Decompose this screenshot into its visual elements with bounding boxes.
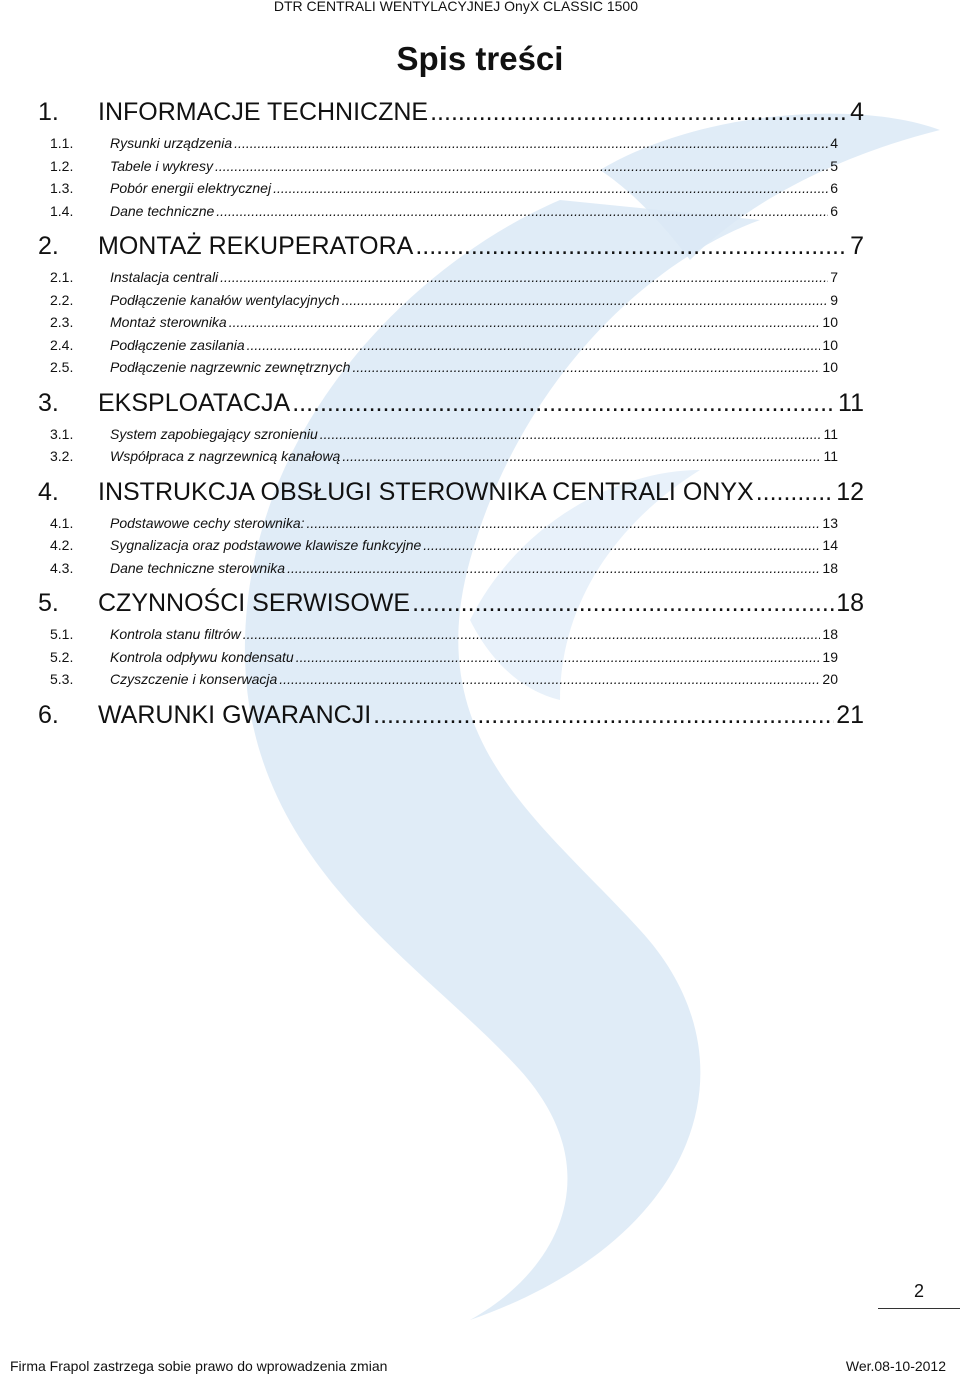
footer-version: Wer.08-10-2012 [845,1358,946,1374]
toc-entry-page: 18 [836,589,864,617]
table-of-contents [38,94,864,733]
toc-entry-page: 18 [822,626,838,642]
toc-entry-number: 4.1. [50,514,74,531]
toc-entry-title: Podstawowe cechy sterownika: [110,514,305,531]
toc-entry-title: CZYNNOŚCI SERWISOWE [98,589,411,617]
toc-entry-page: 7 [830,269,838,285]
toc-entry-title: Czyszczenie i konserwacja [110,671,278,687]
toc-entry-page: 6 [830,180,838,196]
toc-dot-leader [273,177,828,200]
toc-entry-title: Dane techniczne sterownika [110,559,286,576]
toc-subsection-2-1[interactable] [38,266,864,289]
toc-entry-number: 1. [38,98,59,126]
toc-dot-leader [296,646,821,669]
toc-entry-page: 9 [830,291,838,308]
toc-dot-leader [352,356,820,379]
toc-entry-title: Dane techniczne [110,202,215,219]
toc-entry-title: System zapobiegający szronieniu [110,425,318,442]
toc-entry-title: Kontrola odpływu kondensatu [110,648,294,665]
toc-entry-number: 2.5. [50,359,74,375]
toc-dot-leader [215,155,828,178]
toc-entry-number: 2.3. [50,314,74,330]
toc-entry-number: 4.3. [50,559,74,576]
toc-entry-number: 3.1. [50,425,74,442]
toc-entry-number: 1.4. [50,202,74,219]
toc-dot-leader [415,228,848,264]
toc-subsection-4-1[interactable] [38,512,864,535]
toc-entry-page: 10 [822,336,838,353]
toc-entry-number: 2. [38,232,59,260]
toc-entry-title: Podłączenie nagrzewnic zewnętrznych [110,359,351,375]
toc-entry-page: 7 [850,232,864,260]
toc-entry-number: 6. [38,700,59,729]
page-number: 2 [878,1278,960,1309]
toc-dot-leader [320,423,822,446]
toc-entry-page: 21 [836,700,864,729]
toc-entry-page: 10 [822,314,838,330]
toc-subsection-5-1[interactable] [38,623,864,646]
toc-dot-leader [307,512,821,535]
toc-entry-number: 5. [38,589,59,617]
toc-subsection-3-1[interactable] [38,423,864,446]
toc-entry-page: 4 [830,135,838,151]
toc-section-1[interactable] [38,94,864,130]
toc-entry-number: 2.2. [50,291,74,308]
toc-entry-number: 2.1. [50,269,74,285]
toc-dot-leader [412,585,834,621]
toc-dot-leader [342,289,829,312]
toc-entry-page: 5 [830,157,838,174]
toc-entry-page: 11 [823,425,838,442]
toc-entry-number: 2.4. [50,336,74,353]
toc-dot-leader [373,697,834,733]
toc-dot-leader [423,534,820,557]
toc-subsection-2-4[interactable] [38,334,864,357]
toc-dot-leader [243,623,821,646]
toc-entry-title: Instalacja centrali [110,269,219,285]
toc-entry-number: 5.1. [50,626,74,642]
toc-dot-leader [430,94,848,130]
toc-entry-title: INSTRUKCJA OBSŁUGI STEROWNIKA CENTRALI ONYX [98,477,754,506]
page-title: Spis treści [396,40,564,77]
toc-subsection-2-3[interactable] [38,311,864,334]
toc-dot-leader [216,200,828,223]
toc-entry-title: WARUNKI GWARANCJI [98,700,372,729]
toc-dot-leader [756,474,835,510]
toc-entry-page: 11 [823,448,838,464]
toc-entry-page: 14 [822,537,838,553]
toc-entry-page: 12 [836,477,864,506]
toc-subsection-2-5[interactable] [38,356,864,379]
toc-subsection-2-2[interactable] [38,289,864,312]
toc-entry-number: 3.2. [50,448,74,464]
toc-dot-leader [229,311,821,334]
toc-entry-title: Pobór energii elektrycznej [110,180,272,196]
toc-entry-page: 13 [822,514,838,531]
toc-entry-title: Montaż sterownika [110,314,227,330]
toc-entry-number: 4.2. [50,537,74,553]
toc-entry-title: Sygnalizacja oraz podstawowe klawisze funkcyjne [110,537,422,553]
toc-entry-page: 6 [830,202,838,219]
toc-subsection-5-2[interactable] [38,646,864,669]
toc-section-2[interactable] [38,228,864,264]
toc-entry-number: 5.2. [50,648,74,665]
toc-entry-page: 19 [822,648,838,665]
toc-entry-title: INFORMACJE TECHNICZNE [98,98,429,126]
toc-entry-title: Tabele i wykresy [110,157,213,174]
toc-dot-leader [287,557,820,580]
toc-subsection-5-3[interactable] [38,668,864,691]
toc-subsection-1-3[interactable] [38,177,864,200]
toc-entry-title: Podłączenie zasilania [110,336,245,353]
toc-entry-page: 20 [822,671,838,687]
toc-entry-number: 1.2. [50,157,74,174]
footer-disclaimer: Firma Frapol zastrzega sobie prawo do wprowadzenia zmian [10,1358,388,1374]
toc-entry-title: EKSPLOATACJA [98,388,291,417]
toc-entry-page: 11 [838,388,864,417]
toc-subsection-1-1[interactable] [38,132,864,155]
toc-entry-title: Podłączenie kanałów wentylacyjnych [110,291,340,308]
toc-section-3[interactable] [38,385,864,421]
toc-dot-leader [342,445,821,468]
toc-subsection-1-2[interactable] [38,155,864,178]
document-header: DTR CENTRALI WENTYLACYJNEJ OnyX CLASSIC 1500 [273,0,638,14]
toc-subsection-3-2[interactable] [38,445,864,468]
toc-entry-number: 1.1. [50,135,74,151]
toc-dot-leader [234,132,828,155]
toc-subsection-4-2[interactable] [38,534,864,557]
toc-entry-title: MONTAŻ REKUPERATORA [98,232,414,260]
toc-entry-number: 4. [38,477,59,506]
toc-entry-number: 3. [38,388,59,417]
toc-entry-title: Współpraca z nagrzewnicą kanałową [110,448,341,464]
toc-section-5[interactable] [38,585,864,621]
toc-subsection-1-4[interactable] [38,200,864,223]
toc-entry-page: 18 [822,559,838,576]
toc-entry-title: Kontrola stanu filtrów [110,626,241,642]
toc-entry-number: 1.3. [50,180,74,196]
toc-entry-page: 4 [850,98,864,126]
toc-section-4[interactable] [38,474,864,510]
toc-dot-leader [292,385,836,421]
toc-dot-leader [220,266,828,289]
toc-section-6[interactable] [38,697,864,733]
toc-entry-number: 5.3. [50,671,74,687]
toc-subsection-4-3[interactable] [38,557,864,580]
toc-entry-page: 10 [822,359,838,375]
toc-dot-leader [279,668,820,691]
toc-dot-leader [247,334,821,357]
toc-entry-title: Rysunki urządzenia [110,135,233,151]
